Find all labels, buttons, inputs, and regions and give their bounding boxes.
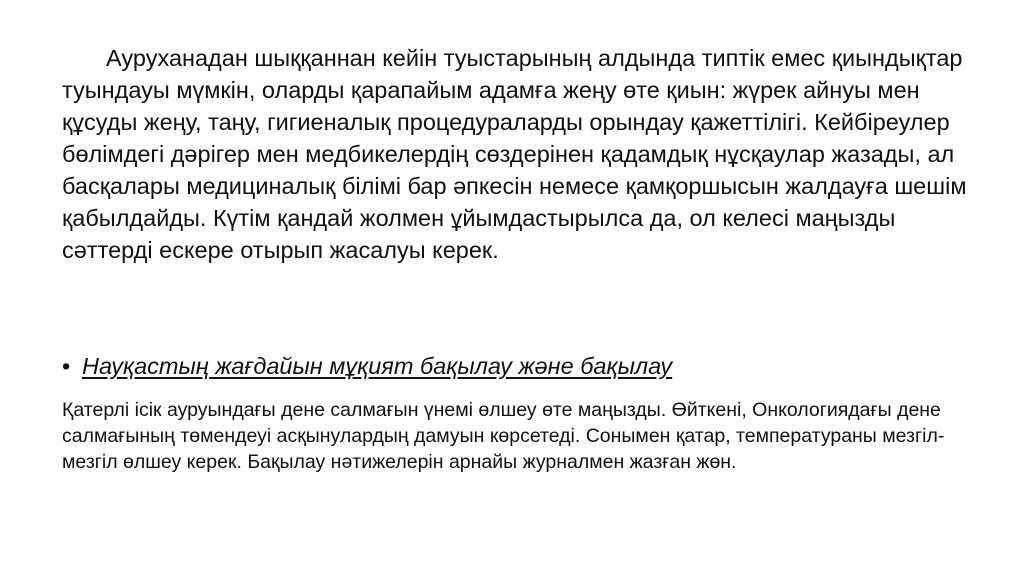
bullet-heading-text: Науқастың жағдайын мұқият бақылау және бақылау [82,353,673,379]
bullet-item [62,350,962,382]
detail-paragraph: Қатерлі ісік ауруындағы дене салмағын үнемі өлшеу өте маңызды. Өйткені, Онкологиядағы дене салмағының төмендеуі асқынулардың дамуын көрсетеді. Сонымен қатар, температураны мезгіл-мезгіл өлшеу керек. Бақылау нәтижелерін арнайы журналмен жазған жөн. [62,399,945,473]
bullet-icon: • [62,353,71,379]
intro-paragraph: Ауруханадан шыққаннан кейін туыстарының алдында типтік емес қиындықтар туындауы мүмкін, оларды қарапайым адамға жеңу өте қиын: жүрек айнуы мен құсуды жеңу, таңу, гигиеналық процедураларды орындау қажеттілігі. Кейбіреулер бөлімдегі дәрігер мен медбикелердің сөздерінен қадамдық нұсқаулар жазады, ал басқалары медициналық білімі бар әпкесін немесе қамқоршысын жалдауға шешім қабылдайды. Күтім қандай жолмен ұйымдастырылса да, ол келесі маңызды сәттерді ескере отырып жасалуы керек. [62,45,967,263]
